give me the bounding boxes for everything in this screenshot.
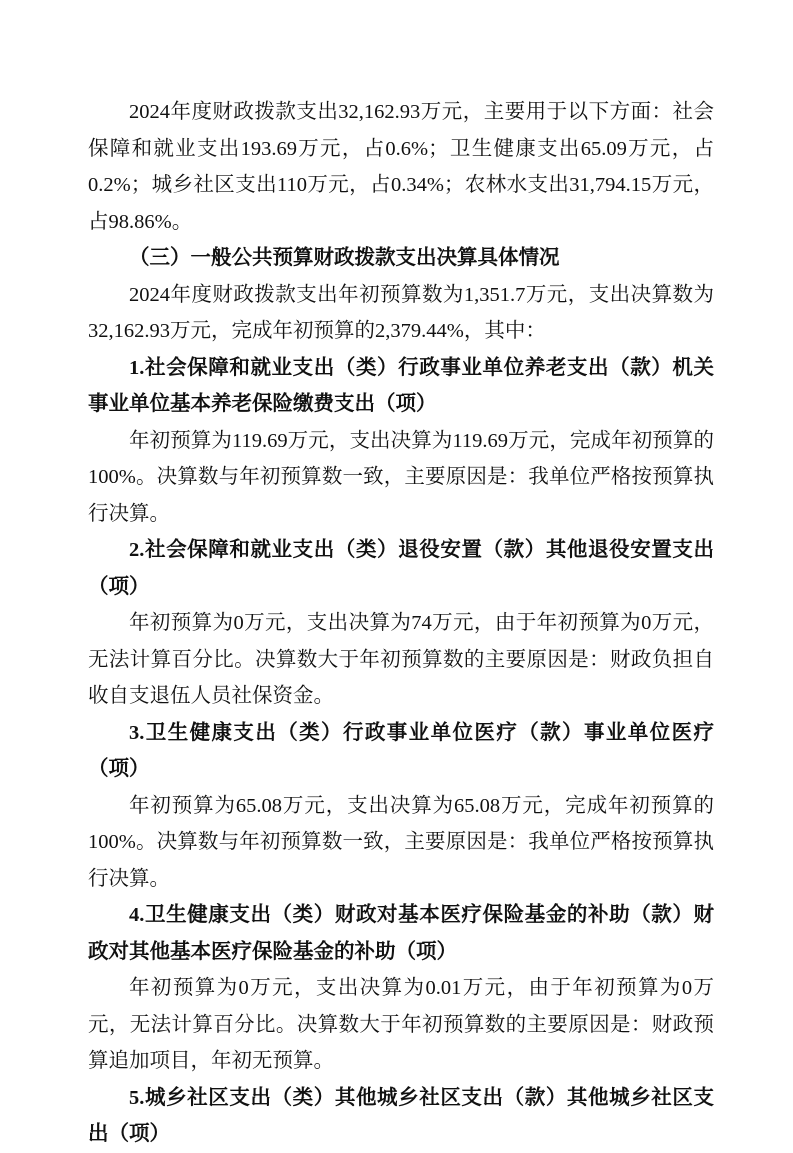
- section-heading-3: （三）一般公共预算财政拨款支出决算具体情况: [129, 247, 560, 269]
- item-body-1: 年初预算为119.69万元，支出决算为119.69万元，完成年初预算的100%。决算数与年初预算数一致，主要原因是：我单位严格按预算执行决算。: [88, 429, 714, 525]
- item-heading-1: 1.社会保障和就业支出（类）行政事业单位养老支出（款）机关事业单位基本养老保险缴费支出（项）: [88, 356, 714, 415]
- item-heading-5: 5.城乡社区支出（类）其他城乡社区支出（款）其他城乡社区支出（项）: [88, 1086, 714, 1145]
- item-heading-3: 3.卫生健康支出（类）行政事业单位医疗（款）事业单位医疗（项）: [88, 721, 714, 780]
- item-heading-4: 4.卫生健康支出（类）财政对基本医疗保险基金的补助（款）财政对其他基本医疗保险基金的补助（项）: [88, 904, 714, 963]
- paragraph-summary: 2024年度财政拨款支出32,162.93万元，主要用于以下方面：社会保障和就业支出193.69万元，占0.6%；卫生健康支出65.09万元，占0.2%；城乡社区支出110万元，占0.34%；农林水支出31,794.15万元，占98.86%。: [88, 101, 714, 233]
- item-body-2: 年初预算为0万元，支出决算为74万元，由于年初预算为0万元，无法计算百分比。决算数大于年初预算数的主要原因是：财政负担自收自支退伍人员社保资金。: [88, 612, 714, 707]
- item-body-4: 年初预算为0万元，支出决算为0.01万元，由于年初预算为0万元，无法计算百分比。决算数大于年初预算数的主要原因是：财政预算追加项目，年初无预算。: [88, 977, 714, 1072]
- paragraph-overview: 2024年度财政拨款支出年初预算数为1,351.7万元，支出决算数为32,162.93万元，完成年初预算的2,379.44%，其中：: [88, 283, 714, 342]
- item-heading-2: 2.社会保障和就业支出（类）退役安置（款）其他退役安置支出（项）: [88, 539, 714, 598]
- document-page: [88, 94, 714, 1153]
- item-body-3: 年初预算为65.08万元，支出决算为65.08万元，完成年初预算的100%。决算数与年初预算数一致，主要原因是：我单位严格按预算执行决算。: [88, 794, 714, 890]
